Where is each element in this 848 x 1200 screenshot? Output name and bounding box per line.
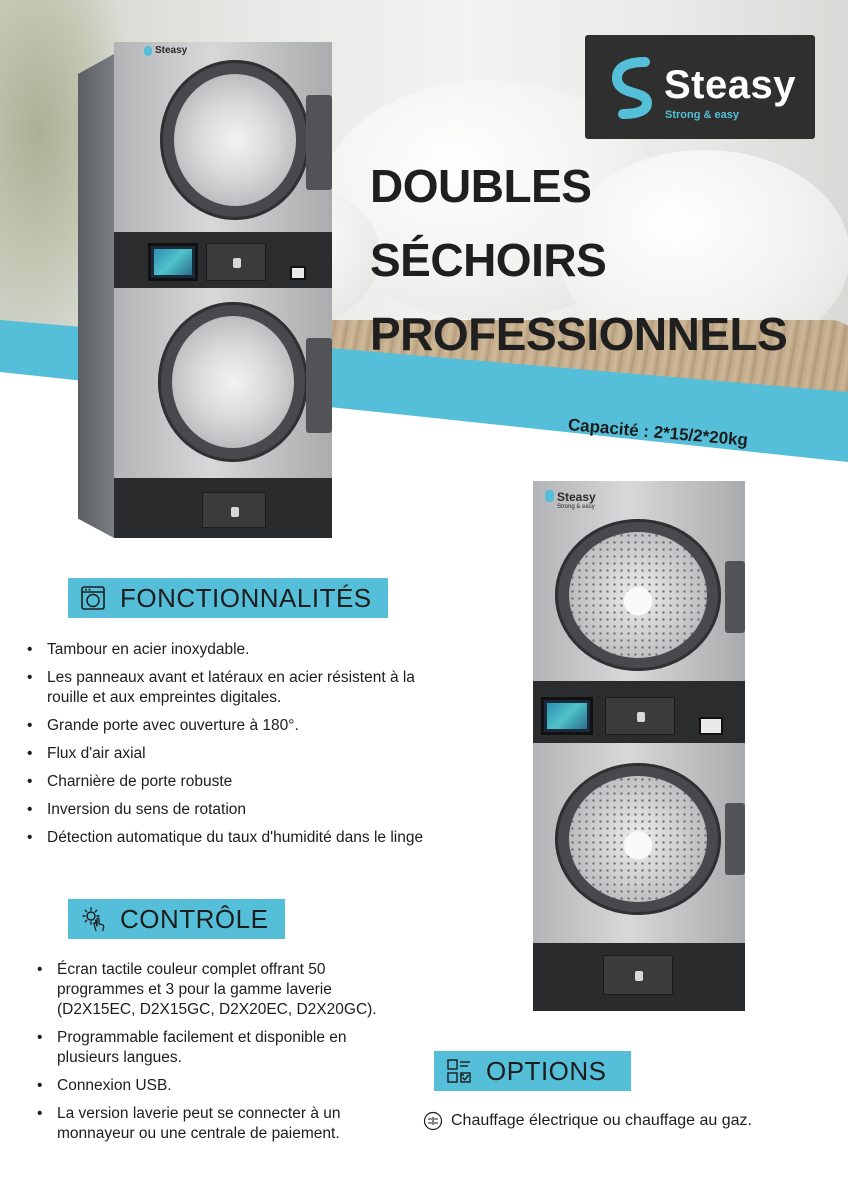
brand-mark-icon bbox=[144, 46, 152, 56]
upper-drum bbox=[569, 532, 707, 658]
list-item: • Tambour en acier inoxydable. bbox=[47, 640, 457, 660]
list-item: • Écran tactile couleur complet offrant 50 programmes et 3 pour la gamme laverie (D2X15EC, D2X15GC, D2X20EC, D2X20GC). bbox=[57, 960, 402, 1020]
service-lock bbox=[605, 697, 675, 735]
list-item: • La version laverie peut se connecter à un monnayeur ou une centrale de paiement. bbox=[57, 1104, 402, 1144]
list-item: • Détection automatique du taux d'humidité dans le linge bbox=[47, 828, 457, 848]
section-heading-controle bbox=[68, 899, 285, 939]
page-title-line-1: DOUBLES bbox=[370, 160, 592, 212]
list-item: • Programmable facilement et disponible en plusieurs langues. bbox=[57, 1028, 402, 1068]
list-item: • Les panneaux avant et latéraux en acier résistent à la rouille et aux empreintes digitales. bbox=[47, 668, 457, 708]
features-list bbox=[47, 640, 457, 856]
list-item: • Inversion du sens de rotation bbox=[47, 800, 457, 820]
door-hinge bbox=[725, 561, 745, 633]
door-hinge bbox=[725, 803, 745, 875]
option-item bbox=[423, 1111, 752, 1131]
brand-name: Steasy bbox=[664, 63, 796, 107]
list-item: • Charnière de porte robuste bbox=[47, 772, 457, 792]
section-heading-options bbox=[434, 1051, 631, 1091]
electric-gas-icon bbox=[423, 1111, 443, 1131]
lint-drawer bbox=[202, 492, 266, 528]
steasy-s-icon bbox=[609, 56, 657, 122]
door-hinge bbox=[306, 338, 332, 433]
list-item: • Flux d'air axial bbox=[47, 744, 457, 764]
coin-slot bbox=[290, 266, 306, 280]
list-item: • Connexion USB. bbox=[57, 1076, 402, 1096]
service-lock bbox=[206, 243, 266, 281]
touch-screen bbox=[541, 697, 593, 735]
lint-drawer bbox=[603, 955, 673, 995]
dryer-brand-label: Steasy bbox=[155, 45, 188, 56]
section-heading-fonctionnalites bbox=[68, 578, 388, 618]
list-item: • Grande porte avec ouverture à 180°. bbox=[47, 716, 457, 736]
control-list bbox=[57, 960, 402, 1152]
page-title-line-3: PROFESSIONNELS bbox=[370, 308, 788, 360]
section-title: FONCTIONNALITÉS bbox=[120, 582, 372, 613]
product-image-dryer-front bbox=[533, 481, 745, 1011]
washing-machine-icon bbox=[80, 585, 106, 611]
upper-door-glass bbox=[174, 74, 296, 206]
brand-mark-icon bbox=[545, 490, 554, 502]
touch-screen bbox=[148, 243, 198, 281]
coin-slot bbox=[699, 717, 723, 735]
checklist-icon bbox=[446, 1058, 472, 1084]
lower-door-glass bbox=[172, 316, 294, 448]
door-hinge bbox=[306, 95, 332, 190]
page-title-line-2: SÉCHOIRS bbox=[370, 234, 607, 286]
dryer-side bbox=[78, 54, 114, 538]
section-title: CONTRÔLE bbox=[120, 903, 269, 934]
option-text: Chauffage électrique ou chauffage au gaz. bbox=[451, 1112, 752, 1129]
gear-touch-icon bbox=[80, 906, 106, 932]
capacity-label: Capacité : 2*15/2*20kg bbox=[567, 415, 749, 450]
brand-logo bbox=[585, 35, 815, 139]
dryer-brand-label: Steasy bbox=[557, 490, 596, 504]
dryer-brand-tagline: Strong & easy bbox=[557, 504, 595, 510]
lower-drum bbox=[569, 776, 707, 902]
brand-tagline: Strong & easy bbox=[665, 109, 739, 121]
product-image-dryer-angled bbox=[78, 40, 333, 540]
section-title: OPTIONS bbox=[486, 1055, 607, 1086]
